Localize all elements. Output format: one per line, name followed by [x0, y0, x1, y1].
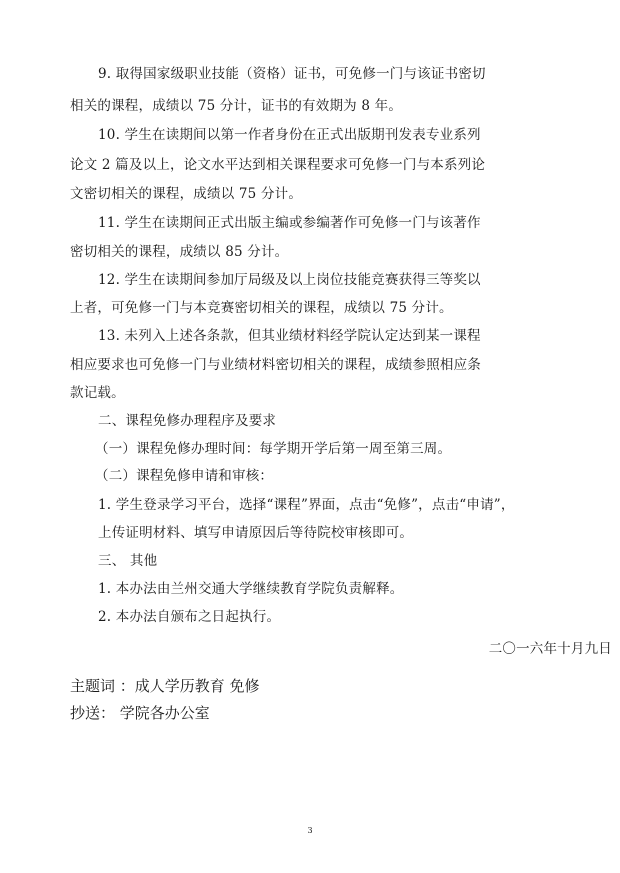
- other-item-2: 2. 本办法自颁布之日起执行。: [98, 609, 281, 625]
- item-10-line-2: 论文 2 篇及以上，论文水平达到相关课程要求可免修一门与本系列论: [70, 157, 486, 173]
- item-9-line-1: 9. 取得国家级职业技能（资格）证书，可免修一门与该证书密切: [98, 66, 486, 82]
- section-2-sub1: （一）课程免修办理时间：每学期开学后第一周至第三周。: [95, 441, 452, 457]
- item-12-line-2: 上者，可免修一门与本竞赛密切相关的课程，成绩以 75 分计。: [70, 300, 453, 316]
- subject-terms: 主题词 ：成人学历教育 免修: [70, 677, 260, 695]
- item-11-line-2: 密切相关的课程，成绩以 85 分计。: [70, 244, 289, 260]
- section-2-heading: 二、课程免修办理程序及要求: [98, 413, 277, 429]
- item-10-line-1: 10. 学生在读期间以第一作者身份在正式出版期刊发表专业系列: [98, 127, 481, 143]
- issue-date: 二〇一六年十月九日: [488, 641, 612, 657]
- section-2-sub2: （二）课程免修申请和审核：: [95, 468, 274, 484]
- item-12-line-1: 12. 学生在读期间参加厅局级及以上岗位技能竞赛获得三等奖以: [98, 272, 481, 288]
- procedure-line-2: 上传证明材料、填写申请原因后等待院校审核即可。: [98, 525, 414, 541]
- page-number: 3: [307, 826, 313, 835]
- section-3-heading: 三、 其他: [98, 553, 158, 569]
- item-11-line-1: 11. 学生在读期间正式出版主编或参编著作可免修一门与该著作: [98, 215, 481, 231]
- item-10-line-3: 文密切相关的课程，成绩以 75 分计。: [70, 186, 303, 202]
- item-9-line-2: 相关的课程，成绩以 75 分计，证书的有效期为 8 年。: [70, 98, 403, 114]
- procedure-line-1: 1. 学生登录学习平台，选择“课程”界面，点击“免修”，点击“申请”，: [98, 497, 515, 513]
- other-item-1: 1. 本办法由兰州交通大学继续教育学院负责解释。: [98, 581, 404, 597]
- cc-recipients: 抄送： 学院各办公室: [70, 704, 210, 722]
- item-13-line-2: 相应要求也可免修一门与业绩材料密切相关的课程，成绩参照相应条: [70, 357, 481, 373]
- item-13-line-3: 款记载。: [70, 385, 125, 401]
- item-13-line-1: 13. 未列入上述各条款，但其业绩材料经学院认定达到某一课程: [98, 328, 481, 344]
